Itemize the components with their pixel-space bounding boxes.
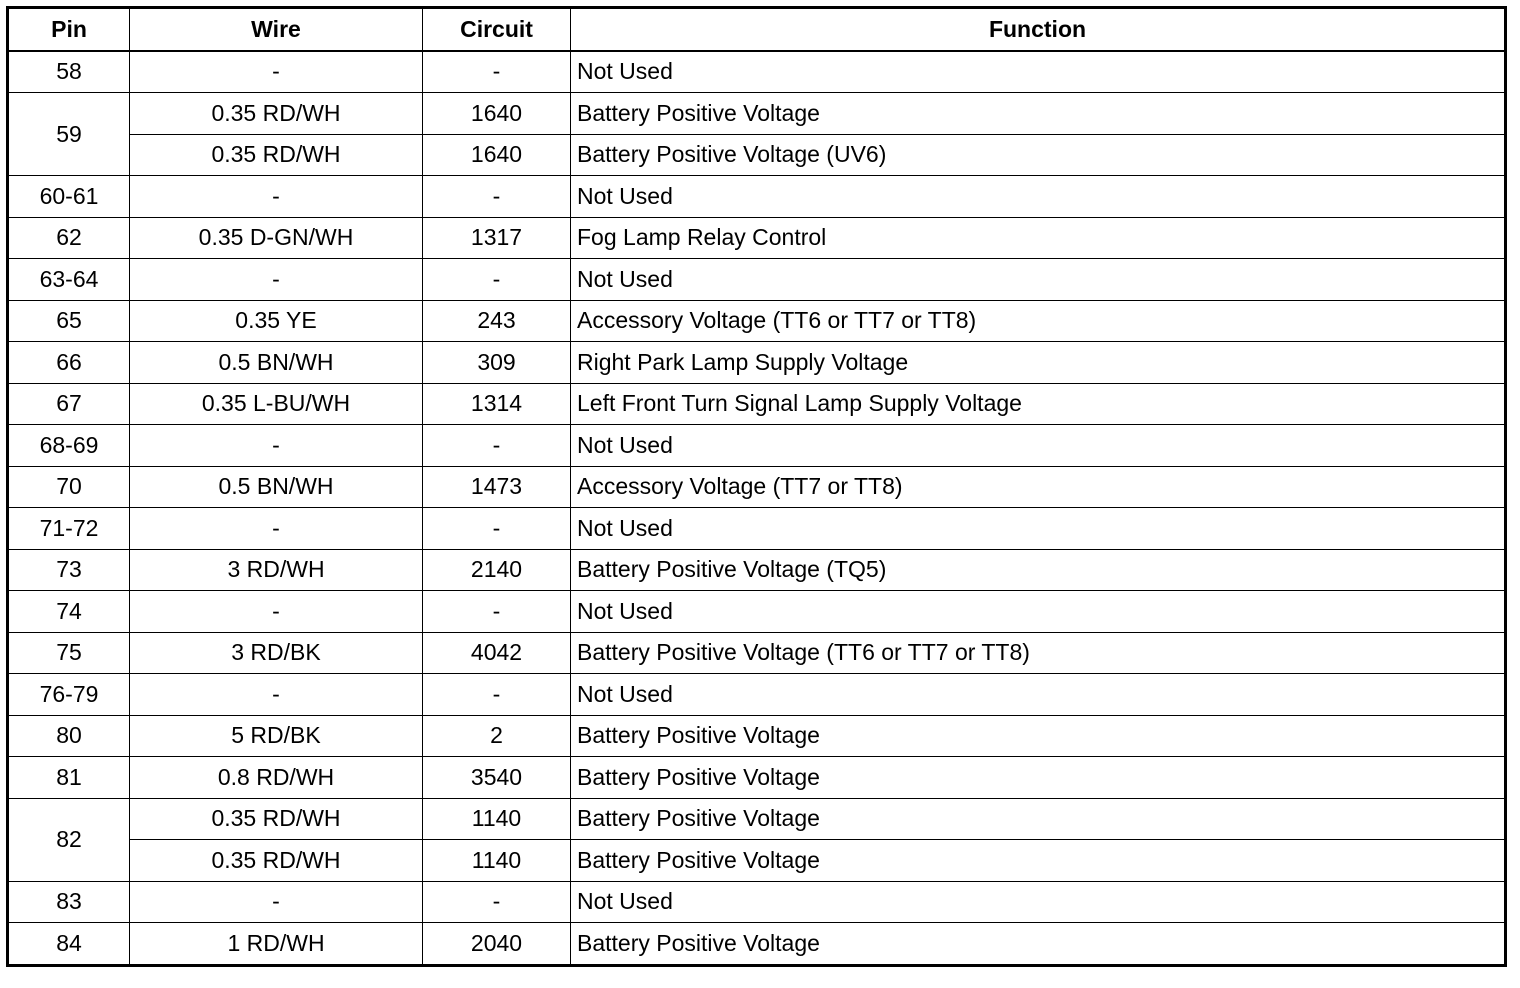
pin-cell: 73 <box>8 549 130 591</box>
table-row <box>8 217 1506 259</box>
pin-cell: 82 <box>8 798 130 881</box>
circuit-cell: 1140 <box>423 798 571 840</box>
wire-cell: 0.35 RD/WH <box>130 134 423 176</box>
circuit-cell: 3540 <box>423 757 571 799</box>
function-cell: Not Used <box>571 425 1506 467</box>
circuit-cell: 1140 <box>423 840 571 882</box>
wire-cell: 3 RD/BK <box>130 632 423 674</box>
wire-cell: 0.35 D-GN/WH <box>130 217 423 259</box>
wire-cell: - <box>130 51 423 93</box>
function-cell: Accessory Voltage (TT7 or TT8) <box>571 466 1506 508</box>
function-cell: Accessory Voltage (TT6 or TT7 or TT8) <box>571 300 1506 342</box>
wire-cell: 0.8 RD/WH <box>130 757 423 799</box>
wire-cell: - <box>130 881 423 923</box>
wire-cell: 0.5 BN/WH <box>130 466 423 508</box>
table-row <box>8 549 1506 591</box>
function-cell: Battery Positive Voltage (TT6 or TT7 or TT8) <box>571 632 1506 674</box>
pin-cell: 63-64 <box>8 259 130 301</box>
function-cell: Battery Positive Voltage (TQ5) <box>571 549 1506 591</box>
table-row <box>8 591 1506 633</box>
table-row <box>8 757 1506 799</box>
wire-cell: 1 RD/WH <box>130 923 423 966</box>
wire-cell: 0.35 YE <box>130 300 423 342</box>
function-cell: Left Front Turn Signal Lamp Supply Voltage <box>571 383 1506 425</box>
circuit-cell: 1640 <box>423 93 571 135</box>
table-row <box>8 93 1506 135</box>
function-cell: Not Used <box>571 176 1506 218</box>
pin-cell: 70 <box>8 466 130 508</box>
wire-cell: - <box>130 425 423 467</box>
table-row <box>8 425 1506 467</box>
wire-cell: - <box>130 176 423 218</box>
wire-cell: 0.5 BN/WH <box>130 342 423 384</box>
wire-cell: 0.35 RD/WH <box>130 93 423 135</box>
function-cell: Not Used <box>571 51 1506 93</box>
table-row <box>8 176 1506 218</box>
table-row <box>8 798 1506 840</box>
table-row <box>8 134 1506 176</box>
circuit-cell: 2140 <box>423 549 571 591</box>
table-row <box>8 300 1506 342</box>
function-cell: Battery Positive Voltage <box>571 757 1506 799</box>
function-cell: Not Used <box>571 508 1506 550</box>
table-row <box>8 715 1506 757</box>
pin-cell: 74 <box>8 591 130 633</box>
function-cell: Battery Positive Voltage <box>571 798 1506 840</box>
header-function: Function <box>571 8 1506 51</box>
function-cell: Battery Positive Voltage <box>571 715 1506 757</box>
pin-cell: 84 <box>8 923 130 966</box>
table-row <box>8 259 1506 301</box>
pin-cell: 68-69 <box>8 425 130 467</box>
wire-cell: 0.35 RD/WH <box>130 798 423 840</box>
table-row <box>8 51 1506 93</box>
function-cell: Not Used <box>571 591 1506 633</box>
pin-cell: 81 <box>8 757 130 799</box>
circuit-cell: 2040 <box>423 923 571 966</box>
wire-cell: 0.35 RD/WH <box>130 840 423 882</box>
table-row <box>8 674 1506 716</box>
pin-cell: 65 <box>8 300 130 342</box>
table-row <box>8 508 1506 550</box>
table-row <box>8 383 1506 425</box>
pin-table <box>6 6 1507 967</box>
table-body <box>8 51 1506 966</box>
function-cell: Battery Positive Voltage (UV6) <box>571 134 1506 176</box>
wire-cell: - <box>130 591 423 633</box>
circuit-cell: 1314 <box>423 383 571 425</box>
function-cell: Right Park Lamp Supply Voltage <box>571 342 1506 384</box>
circuit-cell: - <box>423 508 571 550</box>
header-wire: Wire <box>130 8 423 51</box>
wire-cell: 5 RD/BK <box>130 715 423 757</box>
circuit-cell: 1317 <box>423 217 571 259</box>
pin-cell: 62 <box>8 217 130 259</box>
pin-cell: 75 <box>8 632 130 674</box>
wire-cell: - <box>130 259 423 301</box>
circuit-cell: - <box>423 51 571 93</box>
function-cell: Not Used <box>571 674 1506 716</box>
pin-cell: 59 <box>8 93 130 176</box>
wire-cell: - <box>130 674 423 716</box>
wire-cell: - <box>130 508 423 550</box>
table-row <box>8 840 1506 882</box>
pin-cell: 60-61 <box>8 176 130 218</box>
circuit-cell: - <box>423 259 571 301</box>
function-cell: Battery Positive Voltage <box>571 93 1506 135</box>
wire-cell: 3 RD/WH <box>130 549 423 591</box>
function-cell: Battery Positive Voltage <box>571 840 1506 882</box>
circuit-cell: 309 <box>423 342 571 384</box>
pin-cell: 71-72 <box>8 508 130 550</box>
circuit-cell: - <box>423 176 571 218</box>
circuit-cell: 1640 <box>423 134 571 176</box>
wire-cell: 0.35 L-BU/WH <box>130 383 423 425</box>
pin-cell: 80 <box>8 715 130 757</box>
table-row <box>8 632 1506 674</box>
function-cell: Fog Lamp Relay Control <box>571 217 1506 259</box>
function-cell: Not Used <box>571 881 1506 923</box>
table-row <box>8 342 1506 384</box>
header-pin: Pin <box>8 8 130 51</box>
pin-cell: 58 <box>8 51 130 93</box>
circuit-cell: 4042 <box>423 632 571 674</box>
circuit-cell: 1473 <box>423 466 571 508</box>
header-circuit: Circuit <box>423 8 571 51</box>
table-row <box>8 923 1506 966</box>
function-cell: Not Used <box>571 259 1506 301</box>
circuit-cell: - <box>423 591 571 633</box>
function-cell: Battery Positive Voltage <box>571 923 1506 966</box>
table-header-row <box>8 8 1506 51</box>
circuit-cell: - <box>423 425 571 467</box>
circuit-cell: 2 <box>423 715 571 757</box>
pin-cell: 66 <box>8 342 130 384</box>
pin-cell: 76-79 <box>8 674 130 716</box>
circuit-cell: - <box>423 674 571 716</box>
circuit-cell: 243 <box>423 300 571 342</box>
table-row <box>8 881 1506 923</box>
pin-cell: 67 <box>8 383 130 425</box>
circuit-cell: - <box>423 881 571 923</box>
table-row <box>8 466 1506 508</box>
pin-cell: 83 <box>8 881 130 923</box>
